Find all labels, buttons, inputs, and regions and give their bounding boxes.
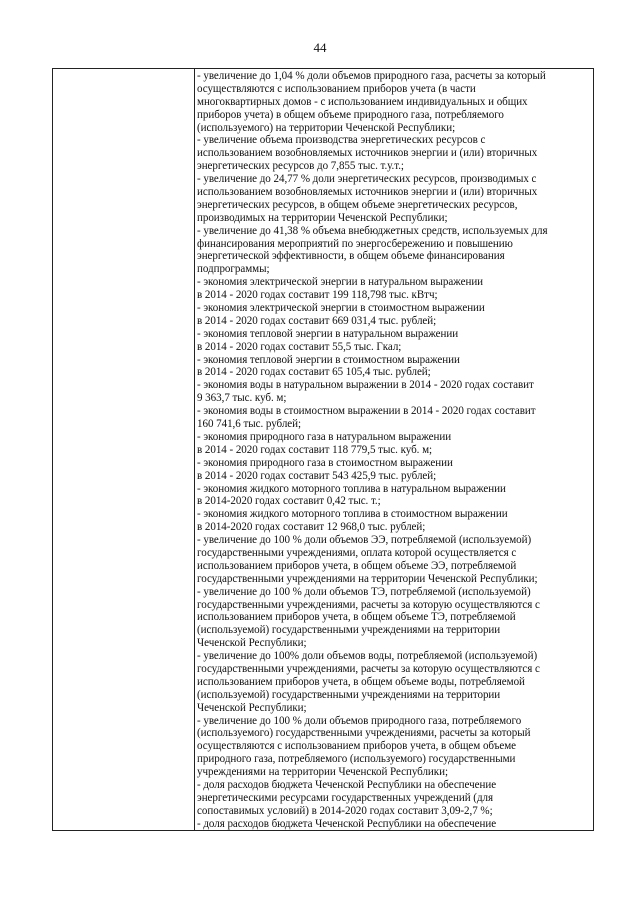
text-line: - увеличение до 1,04 % доли объемов природного газа, расчеты за который — [197, 70, 546, 82]
text-line: в 2014 - 2020 годах составит 65 105,4 тыс. рублей; — [197, 366, 431, 379]
text-line: Чеченской Республики; — [197, 637, 307, 650]
text-line: 9 363,7 тыс. куб. м; — [197, 392, 287, 405]
text-line: государственными учреждениями, расчеты за которую осуществляются с — [197, 662, 540, 675]
table-right-cell — [195, 70, 589, 831]
text-line: государственными учреждениями, расчеты за которую осуществляются с — [197, 598, 540, 611]
text-line: - доля расходов бюджета Чеченской Республики на обеспечение — [197, 778, 497, 791]
text-line: Чеченской Республики; — [197, 701, 307, 714]
text-line: в 2014 - 2020 годах составит 55,5 тыс. Гкал; — [197, 340, 402, 353]
text-line: учреждениями на территории Чеченской Республики; — [197, 766, 448, 779]
text-line: - увеличение до 100 % доли объемов ЭЭ, потребляемой (используемой) — [197, 534, 532, 547]
text-line: энергетическими ресурсами государственных учреждений (для — [197, 791, 494, 804]
text-line: государственными учреждениями, оплата которой осуществляется с — [197, 546, 517, 559]
text-line: природного газа, потребляемого (используемого) государственными — [197, 753, 516, 766]
text-line: - экономия жидкого моторного топлива в стоимостном выражении — [197, 508, 508, 521]
text-line: энергетической эффективности, в общем объеме финансирования — [197, 250, 505, 263]
page-number: 44 — [313, 40, 327, 55]
table-left-cell — [53, 69, 195, 830]
text-line: (используемой) государственными учреждениями на территории — [197, 688, 501, 701]
text-line: - увеличение до 100 % доли объемов ТЭ, потребляемой (используемой) — [197, 585, 531, 598]
text-line: финансирования мероприятий по энергосбережению и повышению — [197, 237, 513, 250]
text-line: осуществляются с использованием приборов учета (в части — [197, 82, 476, 95]
text-line: (используемого) государственными учреждениями, расчеты за который — [197, 727, 531, 740]
text-line: 160 741,6 тыс. рублей; — [197, 418, 302, 431]
text-line: в 2014 - 2020 годах составит 669 031,4 тыс. рублей; — [197, 314, 437, 327]
text-line: - экономия воды в стоимостном выражении в 2014 - 2020 годах составит — [197, 405, 536, 418]
text-line: использованием приборов учета, в общем объеме ЭЭ, потребляемой — [197, 559, 517, 572]
text-line: - экономия природного газа в стоимостном выражении — [197, 456, 453, 469]
text-line: - экономия жидкого моторного топлива в натуральном выражении — [197, 482, 506, 495]
text-line: - увеличение до 24,77 % доли энергетических ресурсов, производимых с — [197, 173, 537, 186]
text-line: использованием возобновляемых источников энергии и (или) вторичных — [197, 147, 538, 160]
text-line: (используемой) государственными учреждениями на территории — [197, 624, 501, 637]
text-line: - увеличение до 41,38 % объема внебюджетных средств, используемых для — [197, 224, 548, 237]
text-line: в 2014-2020 годах составит 0,42 тыс. т.; — [197, 495, 381, 508]
text-line: - экономия тепловой энергии в стоимостном выражении — [197, 353, 460, 366]
text-line: сопоставимых условий) в 2014-2020 годах составит 3,09-2,7 %; — [197, 804, 493, 817]
text-line: - экономия электрической энергии в стоимостном выражении — [197, 302, 485, 315]
text-line: - экономия воды в натуральном выражении в 2014 - 2020 годах составит — [197, 379, 534, 392]
text-line: в 2014 - 2020 годах составит 199 118,798 тыс. кВтч; — [197, 289, 438, 302]
text-line: осуществляются с использованием приборов учета, в общем объеме — [197, 740, 517, 753]
text-line: - увеличение до 100% доли объемов воды, потребляемой (используемой) — [197, 650, 538, 663]
text-line: подпрограммы; — [197, 263, 270, 276]
document-table — [52, 68, 594, 831]
text-line: - увеличение до 100 % доли объемов природного газа, потребляемого — [197, 714, 522, 727]
text-line: государственными учреждениями на территории Чеченской Республики; — [197, 572, 538, 585]
text-line: приборов учета) в общем объеме природного газа, потребляемого — [197, 108, 504, 121]
text-line: использованием приборов учета, в общем объеме воды, потребляемой — [197, 675, 525, 688]
text-line: энергетических ресурсов, в общем объеме энергетических ресурсов, — [197, 198, 518, 211]
text-line: в 2014 - 2020 годах составит 543 425,9 тыс. рублей; — [197, 469, 437, 482]
text-line: производимых на территории Чеченской Республики; — [197, 211, 448, 224]
text-line: - доля расходов бюджета Чеченской Республики на обеспечение — [197, 817, 497, 830]
text-line: - экономия электрической энергии в натуральном выражении — [197, 276, 484, 289]
text-line: использованием приборов учета, в общем объеме ТЭ, потребляемой — [197, 611, 516, 624]
text-line: - увеличение объема производства энергетических ресурсов с — [197, 134, 486, 147]
text-line: в 2014 - 2020 годах составит 118 779,5 тыс. куб. м; — [197, 443, 433, 456]
text-line: - экономия природного газа в натуральном выражении — [197, 430, 452, 443]
text-line: (используемого) на территории Чеченской Республики; — [197, 121, 456, 134]
text-line: многоквартирных домов - с использованием индивидуальных и общих — [197, 95, 528, 108]
text-line: в 2014-2020 годах составит 12 968,0 тыс. рублей; — [197, 521, 426, 534]
text-line: использованием возобновляемых источников энергии и (или) вторичных — [197, 186, 538, 199]
text-line: энергетических ресурсов до 7,855 тыс. т.у.т.; — [197, 160, 404, 173]
text-line: - экономия тепловой энергии в натуральном выражении — [197, 327, 459, 340]
